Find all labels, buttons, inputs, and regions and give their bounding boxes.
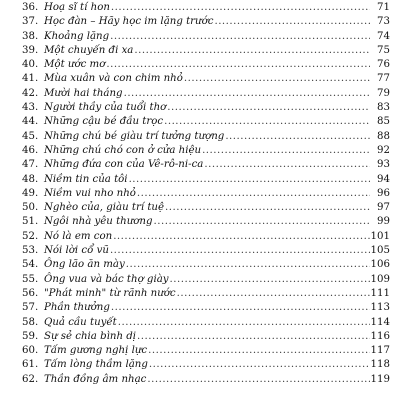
entry-title: Ông lão ăn mày (44, 259, 125, 271)
entry-page-number: 79 (377, 87, 390, 99)
toc-entry (22, 115, 390, 129)
entry-title: Niềm vui nho nhỏ (44, 187, 136, 199)
entry-title: Tấm gương nghị lực (44, 345, 148, 357)
entry-number: 52. (22, 230, 39, 242)
toc-entry (22, 373, 390, 387)
dot-leader (110, 30, 370, 44)
entry-number: 41. (22, 73, 39, 85)
entry-title: Niềm tin của tôi (44, 173, 128, 185)
dot-leader (106, 58, 370, 72)
entry-number: 58. (22, 316, 39, 328)
dot-leader (204, 158, 370, 172)
entry-title: Những cậu bé đầu trọc (44, 116, 164, 128)
entry-number: 61. (22, 359, 39, 371)
dot-leader (118, 316, 370, 330)
entry-title: "Phát minh" từ rãnh nước (44, 287, 176, 299)
entry-page-number: 119 (370, 373, 390, 385)
toc-entry (22, 187, 390, 201)
entry-page-number: 116 (370, 330, 390, 342)
entry-title: Một chuyến đi xa (44, 44, 134, 56)
entry-number: 51. (22, 216, 39, 228)
entry-title: Thần đồng âm nhạc (44, 373, 147, 385)
entry-page-number: 94 (377, 173, 390, 185)
entry-page-number: 97 (377, 202, 390, 214)
entry-page-number: 114 (370, 316, 390, 328)
entry-page-number: 113 (370, 302, 390, 314)
entry-number: 47. (22, 159, 39, 171)
dot-leader (165, 201, 370, 215)
toc-entry (22, 201, 390, 215)
toc-entry (22, 87, 390, 101)
toc-entry (22, 258, 390, 272)
entry-number: 60. (22, 345, 39, 357)
entry-number: 36. (22, 2, 39, 13)
toc-entry (22, 72, 390, 86)
toc-entry (22, 215, 390, 229)
dot-leader (184, 72, 370, 86)
entry-page-number: 73 (377, 16, 390, 28)
entry-page-number: 71 (377, 2, 390, 13)
entry-title: Nói lời cổ vũ (44, 245, 109, 257)
entry-number: 48. (22, 173, 39, 185)
toc-entry (22, 44, 390, 58)
entry-page-number: 118 (370, 359, 390, 371)
entry-number: 49. (22, 187, 39, 199)
toc-entry (22, 287, 390, 301)
entry-number: 42. (22, 87, 39, 99)
entry-page-number: 83 (377, 102, 390, 114)
entry-title: Ông vua và bác thợ giày (44, 273, 169, 285)
dot-leader (154, 215, 370, 229)
entry-page-number: 96 (377, 187, 390, 199)
entry-title: Những chú chó con ở cửa hiệu (44, 144, 202, 156)
entry-page-number: 99 (377, 216, 390, 228)
toc-entry (22, 173, 390, 187)
entry-number: 43. (22, 102, 39, 114)
entry-page-number: 111 (370, 287, 390, 299)
entry-title: Mùa xuân và con chim nhỏ (44, 73, 183, 85)
entry-number: 62. (22, 373, 39, 385)
entry-page-number: 109 (370, 273, 390, 285)
entry-number: 54. (22, 259, 39, 271)
entry-number: 38. (22, 30, 39, 42)
entry-title: Người thầy của tuổi thơ (44, 102, 167, 114)
dot-leader (137, 187, 370, 201)
dot-leader (214, 15, 370, 29)
entry-title: Hoạ sĩ tí hon (44, 2, 110, 13)
entry-title: Nó là em con (44, 230, 113, 242)
entry-title: Mười hai tháng (44, 87, 123, 99)
entry-number: 59. (22, 330, 39, 342)
toc-entry (22, 15, 390, 29)
entry-title: Nghèo của, giàu trí tuệ (44, 202, 165, 214)
dot-leader (225, 130, 370, 144)
toc-entry (22, 330, 390, 344)
dot-leader (124, 87, 370, 101)
dot-leader (202, 144, 370, 158)
toc-entry (22, 30, 390, 44)
dot-leader (126, 258, 370, 272)
entry-page-number: 106 (370, 259, 390, 271)
entry-number: 39. (22, 44, 39, 56)
entry-title: Quả cầu tuyết (44, 316, 117, 328)
entry-title: Sự sẻ chia bình dị (44, 330, 137, 342)
entry-number: 40. (22, 59, 39, 71)
entry-page-number: 77 (377, 73, 390, 85)
toc-entry (22, 344, 390, 358)
entry-page-number: 85 (377, 116, 390, 128)
dot-leader (111, 301, 370, 315)
entry-title: Những chú bé giàu trí tưởng tượng (44, 130, 225, 142)
toc-entry (22, 130, 390, 144)
toc-entry (22, 1, 390, 15)
dot-leader (148, 344, 369, 358)
entry-page-number: 117 (370, 345, 390, 357)
entry-title: Học đàn – Hãy học im lặng trước (44, 16, 214, 28)
entry-page-number: 88 (377, 130, 390, 142)
toc-entry (22, 58, 390, 72)
toc-entry (22, 230, 390, 244)
dot-leader (147, 373, 369, 387)
entry-page-number: 76 (377, 59, 390, 71)
toc-entry (22, 101, 390, 115)
dot-leader (170, 273, 370, 287)
toc-entry (22, 158, 390, 172)
entry-page-number: 101 (370, 230, 390, 242)
entry-page-number: 75 (377, 44, 390, 56)
entry-title: Khoảng lặng (44, 30, 110, 42)
entry-page-number: 105 (370, 245, 390, 257)
dot-leader (137, 330, 370, 344)
entry-title: Tấm lòng thầm lặng (44, 359, 148, 371)
dot-leader (110, 244, 370, 258)
dot-leader (177, 287, 370, 301)
entry-title: Phần thưởng (44, 302, 110, 314)
toc-entry (22, 358, 390, 372)
dot-leader (129, 173, 370, 187)
entry-number: 50. (22, 202, 39, 214)
toc-entry (22, 301, 390, 315)
entry-number: 56. (22, 287, 39, 299)
entry-number: 44. (22, 116, 39, 128)
dot-leader (167, 101, 370, 115)
toc-entry (22, 244, 390, 258)
entry-page-number: 93 (377, 159, 390, 171)
entry-number: 46. (22, 144, 39, 156)
entry-title: Một ước mơ (44, 59, 106, 71)
toc-entry (22, 273, 390, 287)
entry-number: 57. (22, 302, 39, 314)
entry-title: Những đứa con của Vê-rô-ni-ca (44, 159, 204, 171)
dot-leader (134, 44, 370, 58)
dot-leader (164, 115, 370, 129)
entry-page-number: 92 (377, 144, 390, 156)
entry-number: 45. (22, 130, 39, 142)
entry-number: 53. (22, 245, 39, 257)
toc-entry (22, 316, 390, 330)
toc-entry (22, 144, 390, 158)
entry-page-number: 74 (377, 30, 390, 42)
dot-leader (149, 358, 370, 372)
entry-number: 37. (22, 16, 39, 28)
dot-leader (113, 230, 369, 244)
entry-number: 55. (22, 273, 39, 285)
dot-leader (111, 1, 370, 15)
entry-title: Ngôi nhà yêu thương (44, 216, 153, 228)
